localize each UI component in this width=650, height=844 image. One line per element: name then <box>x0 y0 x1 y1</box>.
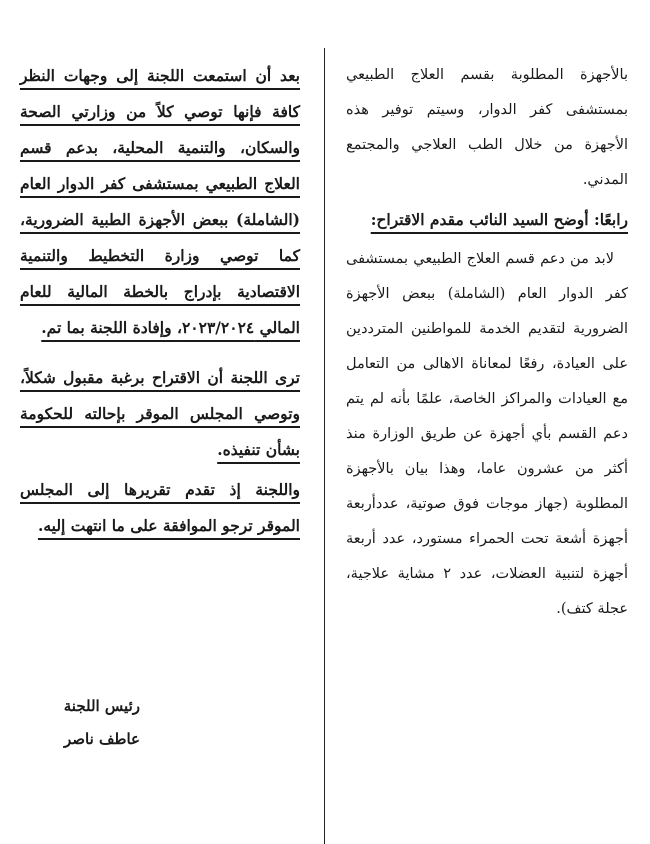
section-heading-text: رابعًا: أوضح السيد النائب مقدم الاقتراح: <box>370 210 628 229</box>
recommendation-text: بعد أن استمعت اللجنة إلى وجهات النظر كافة فإنها توصي كلاً من وزارتي الصحة والسكان، والتنمية المحلية، بدعم قسم العلاج الطبيعي بمستشفى كفر الدوار العام (الشاملة) ببعض الأجهزة الطبية الضرورية، كما توصي وزارة التخطيط والتنمية الاقتصادية بإدراج بالخطة المالية للعام المالي ٢٠٢٣/٢٠٢٤، وإفادة اللجنة بما تم. <box>20 66 300 337</box>
signature-title: رئيس اللجنة <box>63 697 140 715</box>
column-divider <box>324 48 325 844</box>
committee-view-text: ترى اللجنة أن الاقتراح برغبة مقبول شكلاً، وتوصي المجلس الموقر بإحالته للحكومة بشأن تنفيذه. <box>20 368 300 459</box>
proposal-body: لابد من دعم قسم العلاج الطبيعي بمستشفى كفر الدوار العام (الشاملة) ببعض الأجهزة الضرورية لتقديم الخدمة للمواطنين المترددين على العيادة، رفعًا لمعاناة الاهالى من التعامل مع العيادات والمراكز الخاصة، علمًا بأنه لم يتم دعم القسم بأي أجهزة عن طريق الوزارة منذ أكثر من عشرون عاما، وهذا بيان بالأجهزة المطلوبة (جهاز موجات فوق صوتية، عددأربعة أجهزة أشعة تحت الحمراء مستورد، عدد أربعة أجهزة لتنبية العضلات، عدد ٢ مشاية علاجية، عجلة كتف). <box>346 251 628 617</box>
section-heading <box>346 202 628 238</box>
intro-paragraph: بالأجهزة المطلوبة بقسم العلاج الطبيعي بمستشفى كفر الدوار، وسيتم توفير هذه الأجهزة من خلال الطب العلاجي والمجتمع المدني. <box>346 67 628 188</box>
closing-paragraph <box>20 472 300 544</box>
signature-block <box>50 690 140 756</box>
right-column <box>346 58 628 627</box>
recommendation-paragraph <box>20 58 300 346</box>
committee-view-paragraph <box>20 360 300 468</box>
signature-name: عاطف ناصر <box>64 730 140 748</box>
closing-text: واللجنة إذ تقدم تقريرها إلى المجلس الموقر ترجو الموافقة على ما انتهت إليه. <box>20 480 300 535</box>
left-column <box>20 58 300 544</box>
